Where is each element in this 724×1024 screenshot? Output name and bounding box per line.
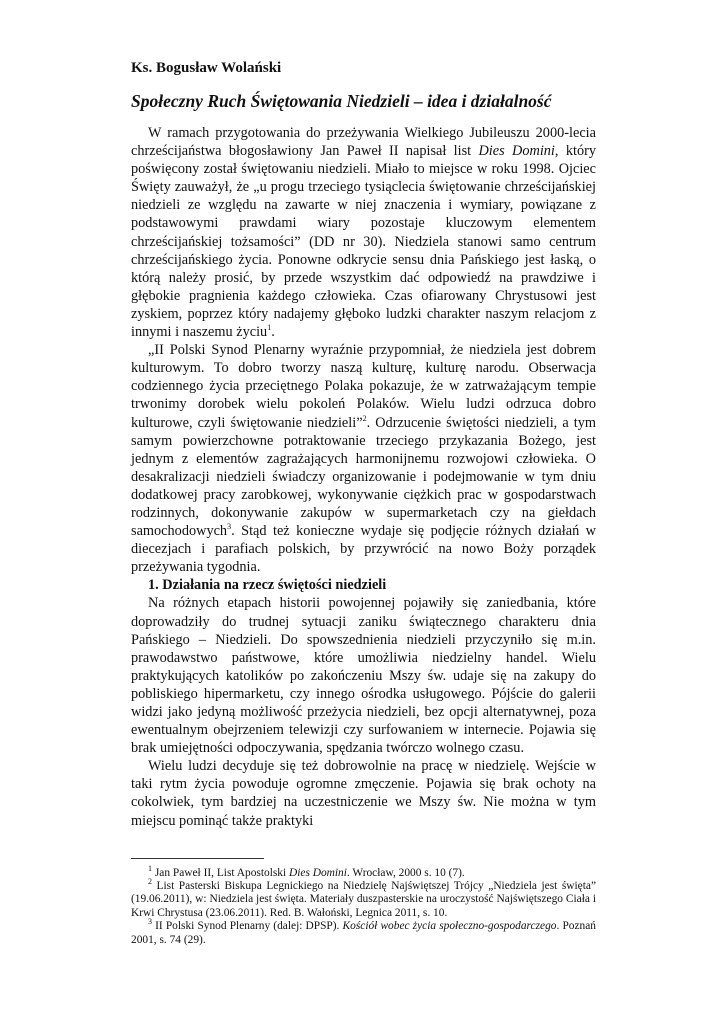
paragraph-1-text-c: . (271, 324, 275, 341)
footnote-number: 1 (148, 863, 152, 873)
footnote-3-text-b: . Poznań 2001, s. 74 (29). (131, 920, 596, 946)
paragraph-2-text-a: „II Polski Synod Plenarny wyraźnie przypomniał, że niedziela jest dobrem kulturowym. To dobro tworzy naszą kulturę, kulturę narodu. Obserwacja codziennego życia przeciętnego Polaka pokazuje, że w zatrważającym tempie trwonimy dorobek wielu pokoleń Polaków. Wielu ludzi odrzuca dobro kulturowe, czyli świętowanie niedzieli” (131, 342, 596, 431)
footnote-3-text-a: II Polski Synod Plenarny (dalej: DPSP). (152, 920, 343, 933)
paragraph-3: Na różnych etapach historii powojennej pojawiły się zaniedbania, które doprowadziły do trudnej sytuacji zaniku świątecznego charakteru dnia Pańskiego – Niedzieli. Do spowszednienia niedzieli przyczyniło się m.in. prawodawstwo państwowe, które umożliwia niedzielny handel. Wielu praktykujących katolików po zakończeniu Mszy św. udaje się na zakupy do pobliskiego hipermarketu, czy innego ośrodka usługowego. Pójście do galerii widzi jako jedyną możliwość przeżycia niedzieli, bez opcji alternatywnej, poza ewentualnym obejrzeniem telewizji czy surfowaniem w internecie. Pojawia się brak umiejętności odpoczywania, spędzania twórczo wolnego czasu. (131, 595, 596, 757)
document-page (131, 60, 596, 947)
footnote-2-text: List Pasterski Biskupa Legnickiego na Niedzielę Najświętszej Trójcy „Niedziela jest święta” (19.06.2011), w: Niedziela jest święta. Materiały duszpasterskie na uroczystość Najświętszego Ciała i Krwi Chrystusa (23.06.2011). Red. B. Wałoński, Legnica 2011, s. 10. (131, 880, 596, 919)
footnote-1 (131, 863, 596, 880)
paragraph-1-text-a: W ramach przygotowania do przeżywania Wielkiego Jubileuszu 2000-lecia chrześcijaństwa błogosławiony Jan Paweł II napisał list (131, 125, 596, 160)
footnote-1-text-a: Jan Paweł II, List Apostolski (152, 866, 289, 879)
paragraph-2 (131, 341, 596, 576)
footnote-number: 2 (148, 877, 152, 887)
article-body (131, 124, 596, 830)
footnote-ref-3[interactable]: 3 (227, 522, 232, 532)
footnote-1-text-b: . Wrocław, 2000 s. 10 (7). (346, 866, 465, 879)
footnote-separator (131, 858, 264, 859)
footnote-ref-2[interactable]: 2 (362, 413, 367, 423)
paragraph-1-text-b: , który poświęcony został świętowaniu niedzieli. Miało to miejsce w roku 1998. Ojciec Święty zauważył, że „u progu trzeciego tysiąclecia świętowanie chrześcijańskiej niedzieli ze względu na zawarte w niej znaczenia i wymiary, powiązane z podstawowymi prawdami wiary pozostaje kluczowym elementem chrześcijańskiej tożsamości” (DD nr 30). Niedziela stanowi samo centrum chrześcijańskiego życia. Ponowne odkrycie sensu dnia Pańskiego jest łaską, o którą należy prosić, by przede wszystkim dać odpowiedź na prawdziwe i głębokie pragnienia każdego człowieka. Czas ofiarowany Chrystusowi jest zyskiem, poprzez który nadajemy głęboko ludzki charakter naszym relacjom z innymi i naszemu życiu (131, 143, 597, 341)
footnote-2 (131, 877, 596, 920)
paragraph-2-text-c: . Stąd też konieczne wydaje się podjęcie różnych działań w diecezjach i parafiach polskich, by przywrócić na nowo Boży porządek przeżywania tygodnia. (131, 523, 596, 576)
paragraph-2-text-b: . Odrzucenie świętości niedzieli, a tym samym powierzchowne potraktowanie trzeciego przykazania Bożego, jest jednym z elementów zagrażających harmonijnemu rozwojowi człowieka. O desakralizacji niedzieli świadczy organizowanie i podejmowanie w tym dniu dodatkowej pracy zarobkowej, wykonywanie ciężkich prac w gospodarstwach rodzinnych, dokonywanie zakupów w supermarketach czy na giełdach samochodowych (131, 414, 596, 540)
footnote-1-italic: Dies Domini (289, 866, 347, 879)
footnotes (131, 863, 596, 947)
footnote-ref-1[interactable]: 1 (267, 323, 272, 333)
footnote-3-italic: Kościół wobec życia społeczno-gospodarczego (342, 920, 557, 933)
article-title: Społeczny Ruch Świętowania Niedzieli – idea i działalność (131, 91, 552, 111)
footnote-number: 3 (148, 917, 152, 927)
paragraph-1 (131, 124, 596, 341)
author-name: Ks. Bogusław Wolański (131, 60, 282, 76)
footnote-3 (131, 917, 596, 947)
paragraph-4: Wielu ludzi decyduje się też dobrowolnie na pracę w niedzielę. Wejście w taki rytm życia powoduje ogromne zmęczenie. Pojawia się brak ochoty na cokolwiek, tym bardziej na uczestniczenie we Mszy św. Nie można w tym miejscu pominąć także praktyki (131, 758, 596, 829)
section-heading: 1. Działania na rzecz świętości niedzieli (148, 577, 387, 594)
work-title-dies-domini: Dies Domini (478, 143, 555, 160)
